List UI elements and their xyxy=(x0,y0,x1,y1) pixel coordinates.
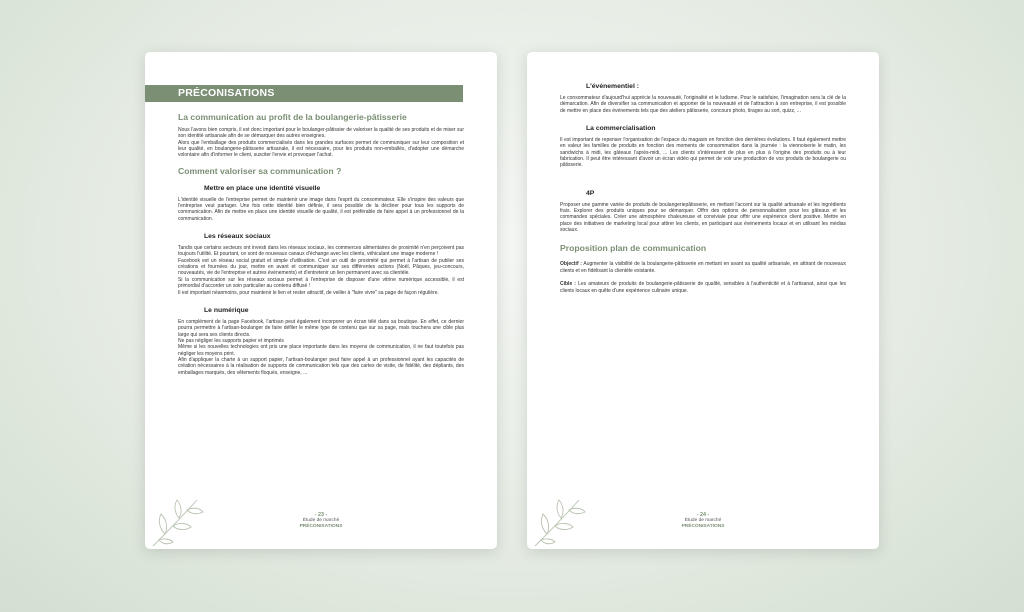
footer-study: Étude de marché xyxy=(684,518,722,523)
page-23 xyxy=(145,52,497,549)
paragraph: Il est important néanmoins, pour maintenir le lien et rester attractif, de veiller à "faire vivre" sa page de façon régulière. xyxy=(178,289,439,296)
page-24-content xyxy=(560,82,846,294)
page-footer xyxy=(527,512,879,530)
page-24 xyxy=(527,52,879,549)
header-band xyxy=(145,85,463,102)
main-title: La communication au profit de la boulangerie-pâtisserie xyxy=(178,112,407,122)
paragraph: Le consommateur d'aujourd'hui apprécie la nouveauté, l'originalité et le ludisme. Pour le satisfaire, l'imagination sera la clé de la démarcation. Afin de diversifier sa communication et apporter de la nouveauté et de l'attraction à son entreprise, il est possible de mettre en place des événements tels que des ateliers pâtisserie, concours photo, tirages au sort, quizz, ... xyxy=(560,95,846,114)
cible-paragraph xyxy=(560,281,846,294)
paragraph: Ne pas négliger les supports papier et imprimés xyxy=(178,337,284,344)
paragraph: Si la communication sur les réseaux sociaux permet à l'entreprise de disposer d'une vitrine numérique accessible, il est primordial d'accorder un soin particulier au contenu diffusé ! xyxy=(178,276,464,290)
paragraph: Il est important de repenser l'organisation de l'espace du magasin en fonction des dernières évolutions. Il faut également mettre en valeur les familles de produits en fonction des moments de consommation dans la journée : la viennoiserie le matin, les sandwichs à midi, les gâteaux l'après-midi, ... Les clients s'intéressent de plus en plus à l'origine des produits ou à leur fabrication. Il peut être intéressant d'avoir un écran vidéo qui permet de voir une production de vos produits de boulangerie ou pâtisserie. xyxy=(560,137,846,169)
paragraph: En complément de la page Facebook, l'artisan peut également incorporer un écran télé dans sa boutique. En effet, ce dernier pourra permettre à l'artisan-boulanger de faire défiler le même type de contenu que sur sa page, mais touchera une cible plus large qui sera ses clients directs. xyxy=(178,318,464,338)
paragraph: Proposer une gamme variée de produits de boulangeriepâtisserie, en mettant l'accent sur la qualité artisanale et les ingrédients frais. Explorer des produits uniques pour se démarquer. Offrir des options de personnalisation pour les gâteaux et les commandes spéciales. Créer une atmosphère chaleureuse et conviviale pour offrir une expérience client positive. Mettre en place des initiatives de marketing local pour attirer les clients, en participant aux événements locaux et en utilisant les médias sociaux. xyxy=(560,201,846,234)
section-heading-numerique: Le numérique xyxy=(204,306,249,314)
paragraph: Afin d'appliquer la charte à un support papier, l'artisan-boulanger peut faire appel à un professionnel ayant les capacités de création nécessaires à la réalisation de supports de communication tels que des cartes de visite, de fidélité, des dépliants, des emballages marqués, des vêtements floqués, enseigne, ... xyxy=(178,356,464,376)
page-number: - 24 - xyxy=(696,512,710,518)
paragraph: L'identité visuelle de l'entreprise permet de maintenir une image dans l'esprit du consommateur. Elle s'inspire des valeurs que l'entreprise veut partager. Une fois cette identité bien définie, il sera possible de la décliner pour tous les supports de communication. Afin de mettre en place une identité visuelle de qualité, il est préférable de faire appel à un professionnel de la communication. xyxy=(178,196,464,222)
header-title: PRÉCONISATIONS xyxy=(178,87,275,99)
cible-label: Cible : xyxy=(560,281,576,288)
objectif-paragraph xyxy=(560,261,846,274)
section-heading-identite: Mettre en place une identité visuelle xyxy=(204,184,321,192)
paragraph: Facebook est un réseau social gratuit et simple d'utilisation. C'est un outil de proximité qui permet à l'artisan de publier ses créations et fournées du jour, mettre en avant et communiquer sur ses différentes actions (Noël, Pâques, jeu-concours, nouveautés, vie de l'entreprise et autres événements) et d'entretenir un lien permanent avec sa clientèle. xyxy=(178,257,464,277)
objectif-label: Objectif : xyxy=(560,261,582,268)
paragraph: Tandis que certains secteurs ont investi dans les réseaux sociaux, les commerces alimentaires de proximité n'en perçoivent pas toujours l'utilité. Et pourtant, ce sont de nouveaux canaux d'échange avec les clients, véhiculant une image moderne ! xyxy=(178,245,464,258)
section-heading-commercialisation: La commercialisation xyxy=(586,125,656,133)
cible-text: Les amateurs de produits de boulangerie-pâtisserie de qualité, sensibles à l'authenticité et à l'artisanat, ainsi que les clients locaux en quête d'une expérience culinaire unique. xyxy=(560,281,846,294)
page-number: - 23 - xyxy=(314,512,328,518)
objectif-text: Augmenter la visibilité de la boulangerie-pâtisserie en mettant en avant sa qualité artisanale, en attirant de nouveaux clients et en fidélisant la clientèle existante. xyxy=(560,261,846,274)
page-23-content xyxy=(178,112,464,376)
footer-section: PRÉCONISATIONS xyxy=(681,524,725,529)
section-heading-4p: 4P xyxy=(586,189,595,197)
intro-paragraph-2: Alors que l'emballage des produits commercialisés dans les grandes surfaces permet de communiquer sur leur composition et leur qualité, en boulangerie-pâtisserie artisanale, il est nécessaire, pour les produits non-emballés, d'adopter une démarche volontaire afin d'informer le client, susciter l'envie et provoquer l'achat. xyxy=(178,139,464,159)
page-footer xyxy=(145,512,497,530)
section-heading-evenementiel: L'événementiel : xyxy=(586,83,639,90)
subtitle: Comment valoriser sa communication ? xyxy=(178,165,342,176)
section-heading-reseaux: Les réseaux sociaux xyxy=(204,233,271,241)
plan-title: Proposition plan de communication xyxy=(560,243,707,254)
paragraph: Même si les nouvelles technologies ont pris une place importante dans les moyens de communication, il ne faut toutefois pas négliger les moyens print. xyxy=(178,344,464,357)
intro-paragraph-1: Nous l'avons bien compris, il est donc important pour le boulanger-pâtissier de valoriser la qualité de ses produits et de miser sur son identité artisanale afin de se démarquer des autres enseignes. xyxy=(178,127,464,140)
footer-study: Étude de marché xyxy=(302,518,340,523)
footer-section: PRÉCONISATIONS xyxy=(299,524,343,529)
